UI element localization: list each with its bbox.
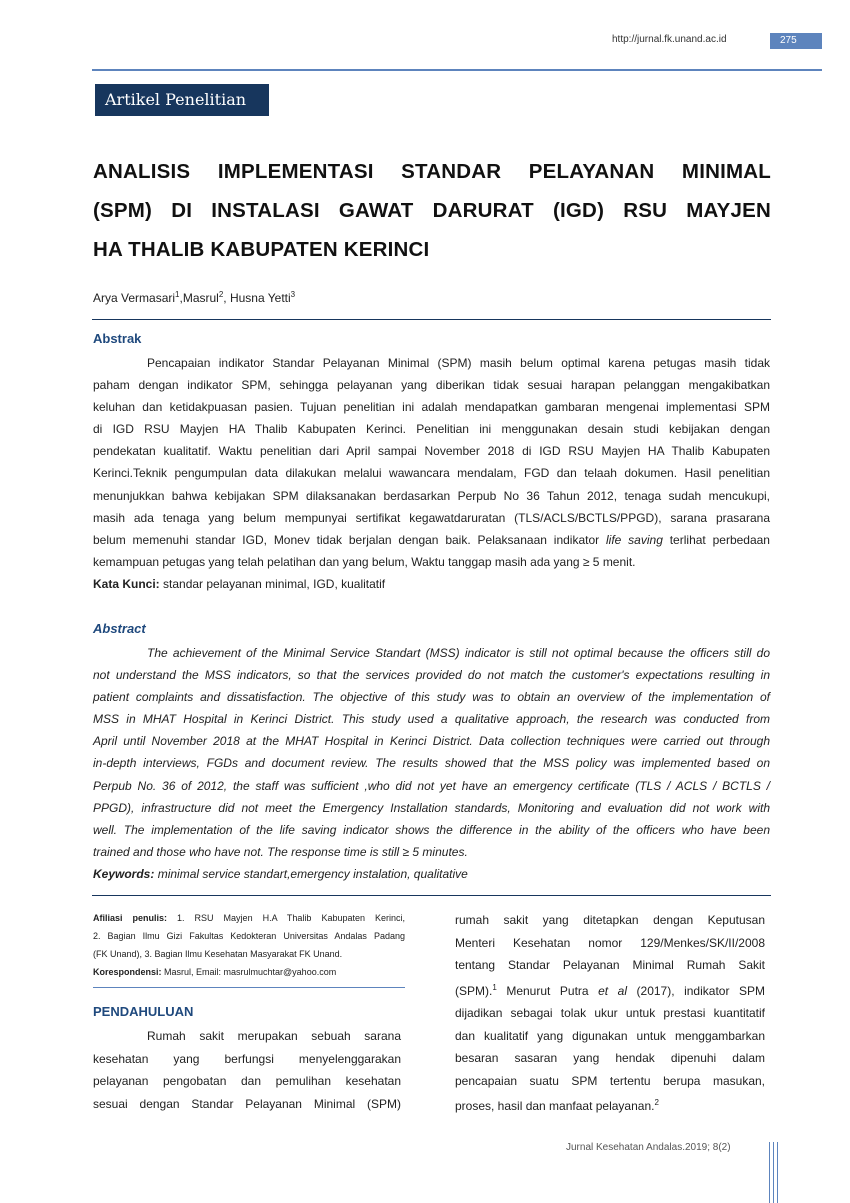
author-affil-mark: 3: [290, 290, 296, 299]
footer-rule: [777, 1142, 778, 1203]
text-line: Perpub No. 36 of 2012, the staff was sufficient ,who did not yet have an emergency certificate (TLS / ACLS / BCTLS /: [93, 778, 770, 793]
text-line: The achievement of the Minimal Service Standart (MSS) indicator is still not optimal because the officers still do: [147, 646, 770, 660]
text-line: dijadikan sebagai tolak ukur untuk prestasi kuantitatif: [455, 1006, 765, 1020]
text-line: masih ada tenaga yang belum mempunyai sertifikat kegawatdaruratan (TLS/ACLS/BCTLS/PPGD), sarana prasarana: [93, 510, 770, 525]
text-line: dan kualitatif yang digunakan untuk menggambarkan: [455, 1028, 765, 1043]
text-line: kemampuan petugas yang telah pelatihan dan yang belum, Waktu tanggap masih ada yang ≥ 5 menit.: [93, 554, 636, 569]
text-line: paham dengan indikator SPM, sehingga pelayanan yang diberikan tidak sesuai harapan pelanggan mengakibatkan: [93, 378, 770, 393]
text-line: (SPM).$^1$ Menurut Putra et al (2017), indikator SPM: [455, 982, 765, 998]
journal-url[interactable]: http://jurnal.fk.unand.ac.id: [612, 34, 727, 45]
article-type-badge: Artikel Penelitian: [95, 84, 269, 116]
divider: [93, 987, 405, 988]
text-line: tentang Standar Pelayanan Minimal Rumah Sakit: [455, 958, 765, 972]
text-line: pelayanan pengobatan dan pemulihan kesehatan: [93, 1074, 401, 1089]
author-name: , Husna Yetti: [223, 291, 291, 305]
keywords: Keywords: minimal service standart,emergency instalation, qualitative: [93, 866, 468, 881]
text-line: Rumah sakit merupakan sebuah sarana: [147, 1029, 401, 1043]
author-affil-mark: 1: [175, 290, 180, 299]
text-line: Menteri Kesehatan nomor 129/Menkes/SK/II/2008: [455, 935, 765, 950]
text-line: Kerinci.Teknik pengumpulan data dilakukan melalui wawancara mendalam, FGD dan telaah dokumen. Hasil penelitian: [93, 466, 770, 481]
pendahuluan-heading: PENDAHULUAN: [93, 1004, 194, 1019]
page-number: 275: [770, 33, 822, 49]
text-line: PPGD), infrastructure did not meet the Emergency Installation standards, Monitoring and evaluation did not work with: [93, 800, 770, 815]
text-line: Pencapaian indikator Standar Pelayanan Minimal (SPM) masih belum optimal karena petugas masih tidak: [147, 356, 770, 370]
footer-rule: [773, 1142, 774, 1203]
abstrak-heading: Abstrak: [93, 331, 142, 346]
text-line: rumah sakit yang ditetapkan dengan Keputusan: [455, 913, 765, 927]
author-name: Arya Vermasari: [93, 291, 176, 305]
text-line: not understand the MSS indicators, so that the services provided do not match the customer's expectations resulting in: [93, 668, 770, 683]
text-line: kesehatan yang berfungsi menyelenggarakan: [93, 1051, 401, 1066]
text-line: keluhan dan ketidakpuasan pasien. Tujuan penelitian ini adalah mendapatkan gambaran mengenai implementasi SPM: [93, 400, 770, 415]
author-name: ,Masrul: [179, 291, 219, 305]
text-line: Afiliasi penulis: 1. RSU Mayjen H.A Thalib Kabupaten Kerinci,: [93, 913, 406, 923]
text-line: besaran sasaran yang hendak dipenuhi dalam: [455, 1051, 765, 1065]
right-column-body: [455, 909, 765, 1118]
title-line: (SPM) DI INSTALASI GAWAT DARURAT (IGD) RSU MAYJEN: [93, 199, 771, 222]
correspondence: Korespondensi: Masrul, Email: masrulmuchtar@yahoo.com: [93, 967, 337, 977]
text-line: proses, hasil dan manfaat pelayanan.$^2$: [455, 1098, 659, 1113]
title-line: HA THALIB KABUPATEN KERINCI: [93, 238, 430, 261]
text-line: MSS in MHAT Hospital in Kerinci District. This study used a qualitative approach, the research was conducted from: [93, 712, 770, 727]
text-line: di IGD RSU Mayjen HA Thalib Kabupaten Kerinci. Penelitian ini menggunakan desain studi kebijakan dengan: [93, 422, 770, 437]
footer-rule: [769, 1142, 770, 1203]
affiliation-block: [93, 909, 405, 981]
kata-kunci: Kata Kunci: standar pelayanan minimal, IGD, kualitatif: [93, 576, 386, 591]
text-line: pendekatan kualitatif. Waktu penelitian dari April sampai November 2018 di IGD RSU Mayjen HA Thalib Kabupaten: [93, 444, 770, 459]
text-line: in-depth interviews, FGDs and document review. The results showed that the MSS policy was implemented based on: [93, 756, 770, 771]
text-line: belum memenuhi standar IGD, Monev tidak berjalan dengan baik. Pelaksanaan indikator life saving terlihat perbedaan: [93, 532, 770, 547]
abstrak-body: [93, 352, 770, 595]
text-line: pencapaian suatu SPM tertentu berupa masukan,: [455, 1073, 765, 1088]
header-divider: [92, 69, 822, 71]
abstract-heading: Abstract: [93, 621, 146, 636]
text-line: April until November 2018 at the MHAT Hospital in Kerinci District. Data collection techniques were carried out through: [93, 734, 770, 749]
journal-footer: Jurnal Kesehatan Andalas.2019; 8(2): [566, 1142, 731, 1153]
text-line: 2. Bagian Ilmu Gizi Fakultas Kedokteran Universitas Andalas Padang: [93, 931, 405, 941]
author-affil-mark: 2: [218, 290, 224, 299]
text-line: menunjukkan bahwa kebijakan SPM dilaksanakan berdasarkan Perpub No 36 Tahun 2012, tenaga sudah mencukupi,: [93, 488, 770, 503]
text-line: patient complaints and dissatisfaction. The objective of this study was to obtain an overview of the implementation of: [93, 690, 770, 705]
divider: [92, 895, 771, 896]
article-title: [93, 152, 771, 269]
text-line: trained and those who have not. The response time is still ≥ 5 minutes.: [93, 844, 468, 859]
pendahuluan-body: [93, 1025, 401, 1116]
author-list: [93, 290, 295, 305]
text-line: well. The implementation of the life saving indicator shows the difference in the ability of the officers who have been: [93, 822, 770, 837]
text-line: sesuai dengan Standar Pelayanan Minimal (SPM): [93, 1097, 401, 1112]
abstract-body: [93, 642, 770, 885]
divider: [92, 319, 771, 320]
title-line: ANALISIS IMPLEMENTASI STANDAR PELAYANAN MINIMAL: [93, 160, 771, 183]
text-line: (FK Unand), 3. Bagian Ilmu Kesehatan Masyarakat FK Unand.: [93, 949, 343, 959]
